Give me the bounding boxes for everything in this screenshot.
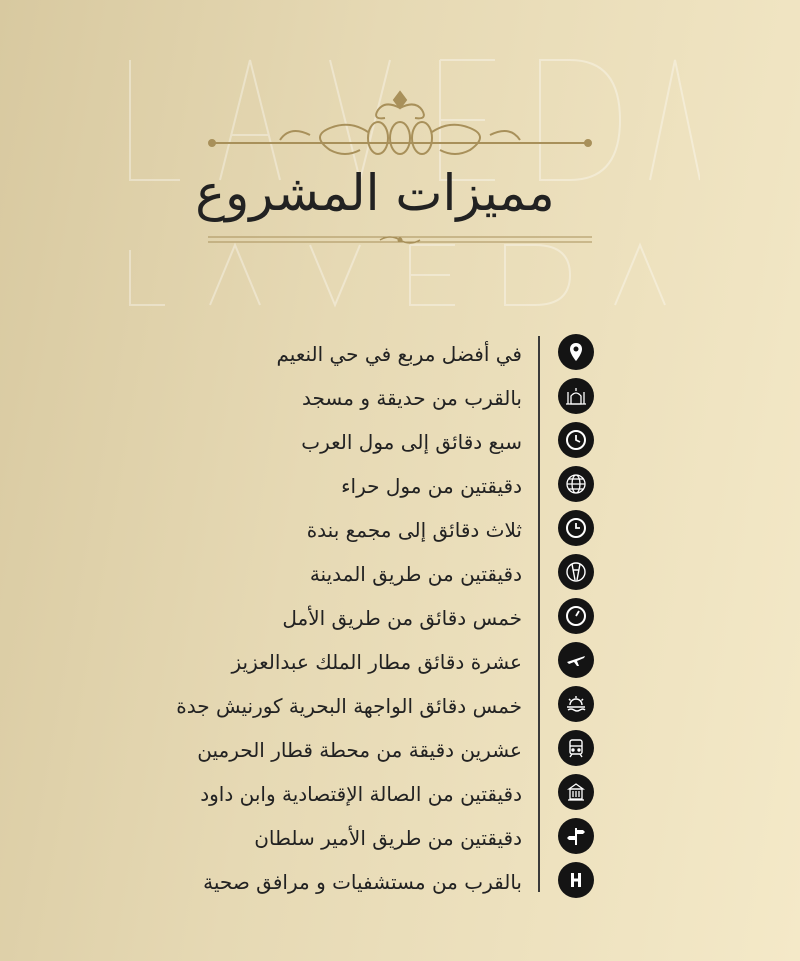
list-item	[0, 728, 800, 772]
feature-label: دقيقتين من طريق المدينة	[309, 562, 522, 586]
feature-label: دقيقتين من الصالة الإقتصادية وابن داود	[200, 782, 522, 806]
clock-icon	[558, 510, 594, 546]
list-item	[0, 816, 800, 860]
feature-label: في أفضل مربع في حي النعيم	[276, 342, 522, 366]
feature-label: بالقرب من حديقة و مسجد	[302, 386, 522, 410]
list-item	[0, 684, 800, 728]
list-item	[0, 860, 800, 904]
list-item	[0, 464, 800, 508]
feature-label: خمس دقائق من طريق الأمل	[282, 606, 522, 630]
list-item	[0, 596, 800, 640]
list-item	[0, 508, 800, 552]
globe-icon	[558, 466, 594, 502]
clock-icon	[558, 422, 594, 458]
feature-label: خمس دقائق الواجهة البحرية كورنيش جدة	[176, 694, 522, 718]
feature-label: سبع دقائق إلى مول العرب	[301, 430, 522, 454]
location-pin-icon	[558, 334, 594, 370]
sunset-sea-icon	[558, 686, 594, 722]
list-item	[0, 772, 800, 816]
feature-label: عشرة دقائق مطار الملك عبدالعزيز	[231, 650, 522, 674]
header	[0, 0, 800, 260]
ornament-bottom-icon	[0, 0, 800, 260]
clock-icon	[558, 598, 594, 634]
page-title: مميزات المشروع	[195, 164, 555, 222]
list-item	[0, 376, 800, 420]
airplane-icon	[558, 642, 594, 678]
list-item	[0, 552, 800, 596]
hospital-icon	[558, 862, 594, 898]
feature-label: دقيقتين من طريق الأمير سلطان	[254, 826, 522, 850]
feature-label: ثلاث دقائق إلى مجمع بندة	[306, 518, 522, 542]
feature-label: عشرين دقيقة من محطة قطار الحرمين	[197, 738, 522, 762]
feature-label: دقيقتين من مول حراء	[341, 474, 522, 498]
store-icon	[558, 774, 594, 810]
signpost-icon	[558, 818, 594, 854]
list-item	[0, 332, 800, 376]
list-item	[0, 420, 800, 464]
list-item	[0, 640, 800, 684]
mosque-icon	[558, 378, 594, 414]
train-icon	[558, 730, 594, 766]
road-map-icon	[558, 554, 594, 590]
feature-label: بالقرب من مستشفيات و مرافق صحية	[203, 870, 522, 894]
